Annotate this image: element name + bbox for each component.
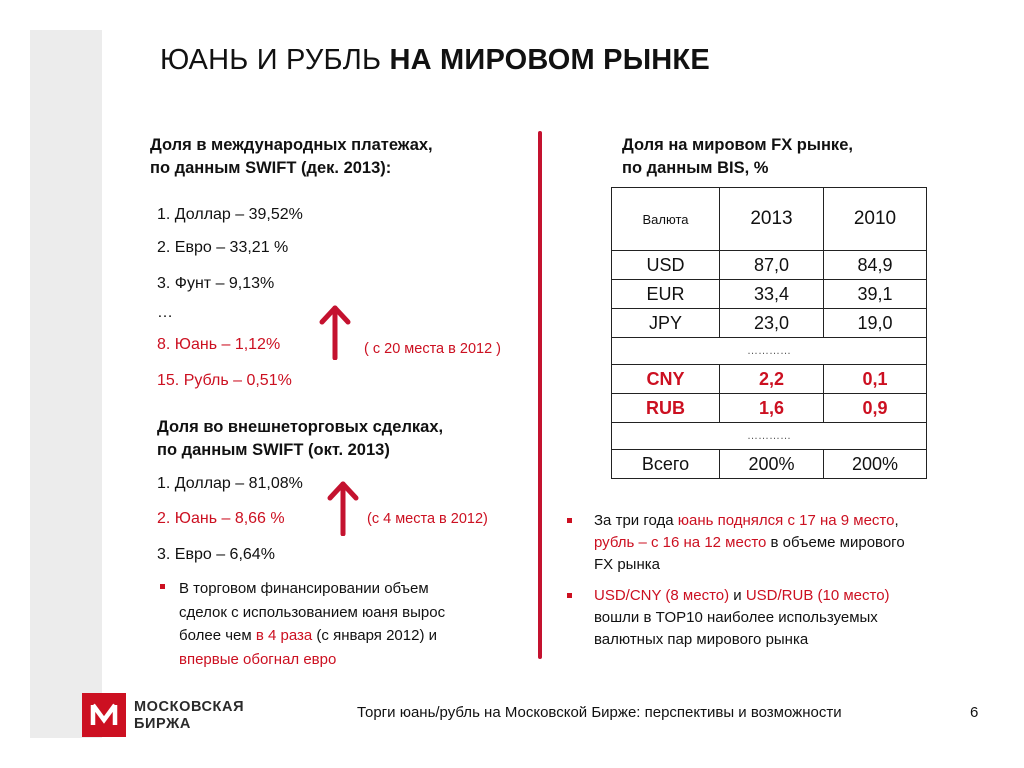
cell-2010: 200% — [824, 450, 927, 479]
table-row-eur — [612, 280, 927, 309]
cell-2010: 84,9 — [824, 251, 927, 280]
table-row-rub — [612, 394, 927, 423]
finance-line3 — [179, 624, 445, 648]
table-row-usd — [612, 251, 927, 280]
title-bold: НА МИРОВОМ РЫНКЕ — [389, 44, 710, 76]
fx-header — [622, 134, 853, 180]
payments-header-line2: по данным SWIFT (дек. 2013): — [150, 159, 392, 177]
finance-line4: впервые обогнал евро — [179, 650, 337, 668]
cell-2010: 0,1 — [824, 365, 927, 394]
cell-2013: 2,2 — [720, 365, 824, 394]
finance-line3-c: (с января 2012) и — [312, 627, 438, 644]
rank-line1-a: За три года — [594, 512, 678, 529]
finance-line2: сделок с использованием юаня вырос — [179, 603, 446, 621]
trade-item-yuan: 2. Юань – 8,66 % — [157, 510, 285, 527]
table-row-jpy — [612, 309, 927, 338]
cell-2010: 39,1 — [824, 280, 927, 309]
trade-header-line1: Доля во внешнеторговых сделках, — [157, 418, 444, 436]
table-row-ellipsis — [612, 423, 927, 450]
payments-header-line1: Доля в международных платежах, — [150, 136, 433, 154]
page-number: 6 — [970, 704, 979, 721]
table-header-row — [612, 188, 927, 251]
rank-bullet — [594, 510, 905, 576]
trade-header-line2: по данным SWIFT (окт. 2013) — [157, 441, 390, 459]
up-arrow-icon — [326, 480, 360, 536]
fx-share-table — [611, 187, 927, 479]
moex-logo-icon — [82, 693, 126, 737]
fx-header-line1: Доля на мировом FX рынке, — [622, 136, 853, 154]
logo-line1: МОСКОВСКАЯ — [134, 699, 245, 715]
up-arrow-icon — [318, 304, 352, 360]
bullet-marker — [567, 593, 572, 598]
cell-2013: 33,4 — [720, 280, 824, 309]
finance-line1: В торговом финансировании объем — [179, 580, 429, 597]
cell-ellipsis: ………… — [612, 338, 927, 365]
pairs-line2: вошли в TOP10 наиболее используемых — [594, 609, 878, 626]
trade-item-euro: 3. Евро – 6,64% — [157, 546, 275, 563]
table-row-total — [612, 450, 927, 479]
moex-logo-text — [134, 699, 244, 733]
side-band — [30, 30, 102, 738]
bullet-marker — [567, 518, 572, 523]
payments-item-yuan: 8. Юань – 1,12% — [157, 336, 281, 353]
cell-2013: 87,0 — [720, 251, 824, 280]
finance-line3-b: в 4 раза — [255, 627, 313, 644]
payments-item-ellipsis: … — [157, 304, 173, 321]
cell-currency: CNY — [612, 365, 720, 394]
cell-currency: RUB — [612, 394, 720, 423]
cell-2010: 19,0 — [824, 309, 927, 338]
finance-line3-a: более чем — [179, 627, 256, 644]
trade-item-dollar: 1. Доллар – 81,08% — [157, 475, 303, 492]
rank-line1 — [594, 510, 905, 532]
pairs-line1-a: USD/CNY (8 место) — [594, 587, 730, 604]
table-row-cny — [612, 365, 927, 394]
pairs-line1 — [594, 585, 890, 607]
bullet-marker — [160, 584, 165, 589]
header-2013: 2013 — [720, 188, 824, 251]
payments-item-ruble: 15. Рубль – 0,51% — [157, 372, 292, 389]
vertical-divider — [538, 131, 542, 659]
cell-2013: 23,0 — [720, 309, 824, 338]
payments-item-pound: 3. Фунт – 9,13% — [157, 275, 275, 292]
pairs-line1-c: USD/RUB (10 место) — [745, 587, 890, 604]
trade-note: (с 4 места в 2012) — [367, 511, 488, 527]
rank-line2-a: рубль – с 16 на 12 место — [594, 534, 767, 551]
slide-title — [160, 44, 710, 77]
rank-line2-b: в объеме мирового — [766, 534, 905, 551]
header-2010: 2010 — [824, 188, 927, 251]
pairs-line3: валютных пар мирового рынка — [594, 631, 809, 648]
payments-note: ( с 20 места в 2012 ) — [364, 341, 501, 357]
fx-header-line2: по данным BIS, % — [622, 159, 769, 177]
payments-header — [150, 134, 433, 180]
cell-currency: EUR — [612, 280, 720, 309]
payments-item-euro: 2. Евро – 33,21 % — [157, 239, 289, 256]
cell-2010: 0,9 — [824, 394, 927, 423]
cell-ellipsis: ………… — [612, 423, 927, 450]
cell-2013: 200% — [720, 450, 824, 479]
pairs-bullet — [594, 585, 890, 651]
cell-currency: JPY — [612, 309, 720, 338]
rank-line2 — [594, 532, 905, 554]
rank-line3: FX рынка — [594, 556, 660, 573]
title-normal: ЮАНЬ И РУБЛЬ — [160, 44, 390, 76]
rank-line1-c: , — [894, 512, 899, 529]
table-row-ellipsis — [612, 338, 927, 365]
trade-header — [157, 416, 443, 462]
cell-currency: USD — [612, 251, 720, 280]
cell-2013: 1,6 — [720, 394, 824, 423]
finance-bullet — [179, 577, 445, 671]
payments-item-dollar: 1. Доллар – 39,52% — [157, 206, 303, 223]
rank-line1-b: юань поднялся с 17 на 9 место — [677, 512, 895, 529]
logo-line2: БИРЖА — [134, 716, 191, 732]
cell-currency: Всего — [612, 450, 720, 479]
footer-caption: Торги юань/рубль на Московской Бирже: перспективы и возможности — [357, 704, 842, 721]
pairs-line1-b: и — [729, 587, 746, 604]
header-currency: Валюта — [612, 188, 720, 251]
